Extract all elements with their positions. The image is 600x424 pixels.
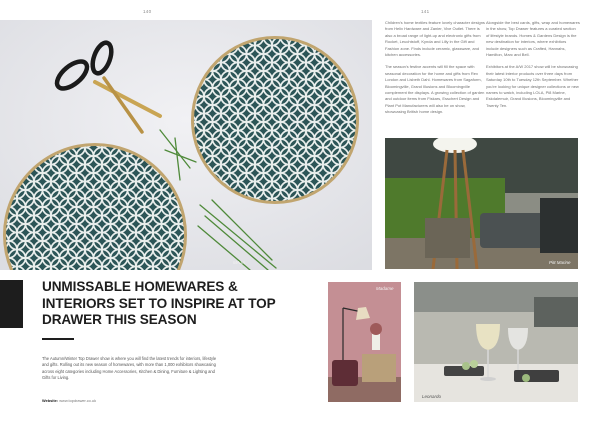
- glassware-photo-credit: Leonardo: [422, 394, 442, 399]
- body-paragraph: Children's home textiles feature lovely character designs from Helix Hardware and Zanier, Vive Outlet. There is also a broad range of light-up and electronic gifts from Rocket, Leuchtstoff, Kynda and Lilly in the Gift and Fashion zone. Finds include ceramic, glassware, and kitchen accessories.: [385, 20, 485, 58]
- hero-photo-credit: MAJA: [233, 260, 246, 265]
- section-tab: [0, 280, 23, 328]
- article-footer: [42, 398, 96, 403]
- headline-divider: [42, 338, 74, 340]
- garden-photo-credit: Pi8 Marine: [549, 260, 571, 265]
- body-copy-column-1: [385, 20, 485, 122]
- body-paragraph: The season's festive accents will fill the space with seasonal decoration for the home and gifts from Rex London and Lisbeth Dahl. Homewares from Sagaform, Bloomingville, Grand Illusions and Bloomingville complement the displays. A growing collection of garden and outdoor items from Fiskars, Esschert Design and Plant Pot Manufacturers will also be on show, showcasing British home design.: [385, 64, 485, 115]
- footer-label: Website:: [42, 398, 59, 403]
- page-number-left: 140: [143, 9, 152, 14]
- garden-photo: [385, 138, 578, 269]
- body-copy-column-2: [486, 20, 580, 115]
- hero-photo: [0, 20, 372, 270]
- footer-url[interactable]: www.topdrawer.co.uk: [59, 398, 97, 403]
- glassware-photo: [414, 282, 578, 402]
- interior-photo: [328, 282, 401, 402]
- body-paragraph: Alongside the best cards, gifts, wrap and homewares in the show, Top Drawer features a curated section of lifestyle brands. Homes & Gardens Design is the new destination for interiors, where exhibitors include designers such as Crafted, Hannahs, Hamilton, Marc and Bell.: [486, 20, 580, 58]
- article-headline: UNMISSABLE HOMEWARES & INTERIORS SET TO INSPIRE AT TOP DRAWER THIS SEASON: [42, 279, 276, 328]
- body-paragraph: Exhibitors at the A/W 2017 show will be showcasing their latest interior products over three days from Saturday 10th to Tuesday 12th September. Whether you're looking for unique designer collections or new names to watch, including LOLA, Pi8 Marine, Eskdalemuir, Grand Illusions, Bloomingville and Twenty Ten.: [486, 64, 579, 108]
- page-number-right: 141: [421, 9, 430, 14]
- interior-photo-credit: Madame: [376, 286, 394, 291]
- article-intro: The Autumn/Winter Top Drawer show is where you will find the latest trends for interiors, lifestyle and gifts. Rolling out its new season of homewares, with more than 1,000 exhibitors showcasing across eight categories including Home Accessories, Kitchen & Dining, Furniture & Lighting and Gifts for Living.: [42, 356, 217, 380]
